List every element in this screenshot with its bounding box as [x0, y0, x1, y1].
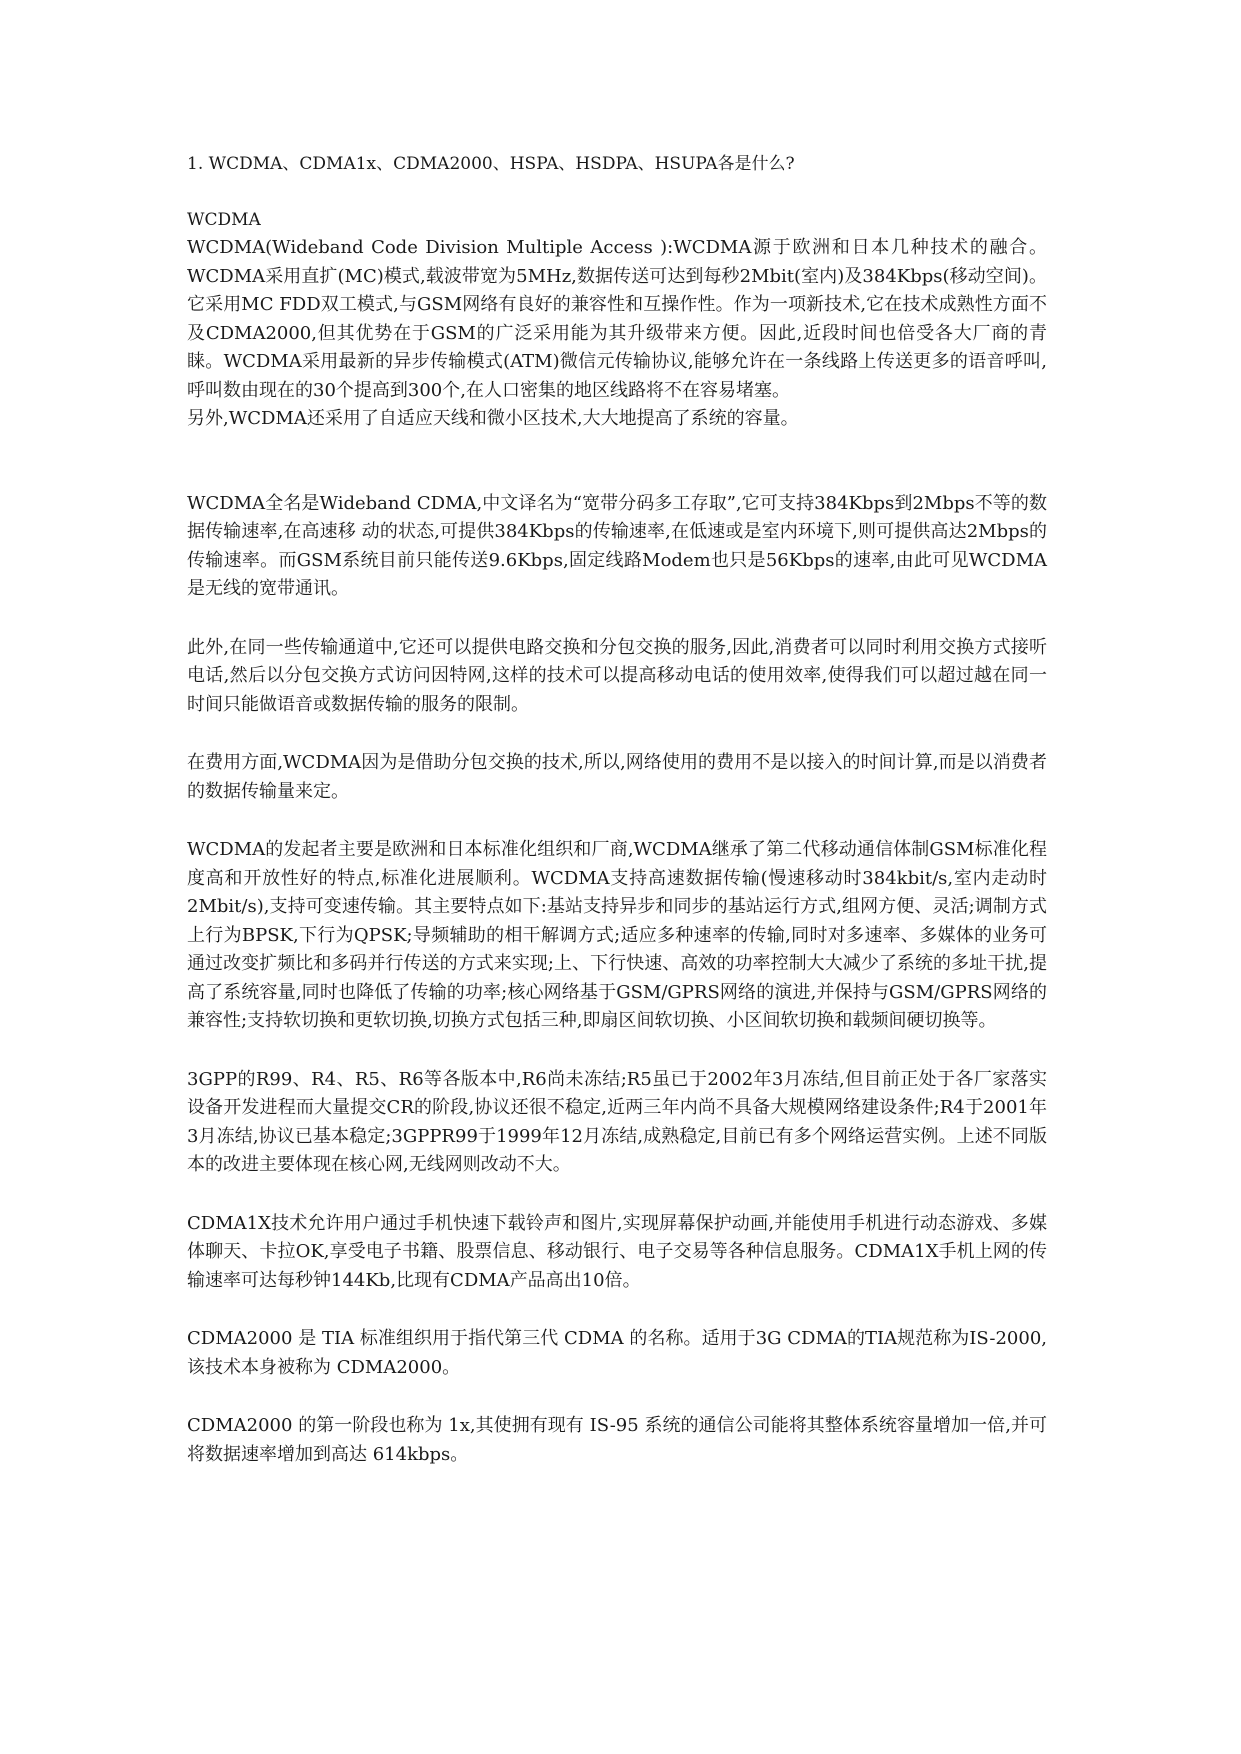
paragraph-wcdma-fullname: WCDMA全名是Wideband CDMA,中文译名为“宽带分码多工存取”,它可支持384Kbps到2Mbps不等的数据传输速率,在高速移 动的状态,可提供384Kbps的传输速率,在低速或是室内环境下,则可提供高达2Mbps的传输速率。而GSM系统目前只能传送9.6Kbps,固定线路Modem也只是56Kbps的速率,由此可见WCDMA是无线的宽带通讯。 [187, 492, 1047, 599]
section-heading: WCDMA [187, 210, 261, 230]
paragraph-3gpp-releases: 3GPP的R99、R4、R5、R6等各版本中,R6尚未冻结;R5虽已于2002年3月冻结,但目前正处于各厂家落实设备开发进程而大量提交CR的阶段,协议还很不稳定,近两三年内尚不具备大规模网络建设条件;R4于2001年3月冻结,协议已基本稳定;3GPPR99于1999年12月冻结,成熟稳定,目前已有多个网络运营实例。上述不同版本的改进主要体现在核心网,无线网则改动不大。 [187, 1068, 1047, 1175]
paragraph-cdma1x: CDMA1X技术允许用户通过手机快速下载铃声和图片,实现屏幕保护动画,并能使用手机进行动态游戏、多媒体聊天、卡拉OK,享受电子书籍、股票信息、移动银行、电子交易等各种信息服务。CDMA1X手机上网的传输速率可达每秒钟144Kb,比现有CDMA产品高出10倍。 [187, 1212, 1047, 1291]
paragraph-wcdma-intro: WCDMA(Wideband Code Division Multiple Access ):WCDMA源于欧洲和日本几种技术的融合。WCDMA采用直扩(MC)模式,载波带宽为5MHz,数据传送可达到每秒2Mbit(室内)及384Kbps(移动空间)。它采用MC FDD双工模式,与GSM网络有良好的兼容性和互操作性。作为一项新技术,它在技术成熟性方面不及CDMA2000,但其优势在于GSM的广泛采用能为其升级带来方便。因此,近段时间也倍受各大厂商的青睐。WCDMA采用最新的异步传输模式(ATM)微信元传输协议,能够允许在一条线路上传送更多的语音呼叫,呼叫数由现在的30个提高到300个,在人口密集的地区线路将不在容易堵塞。 [187, 237, 1047, 401]
paragraph-switching: 此外,在同一些传输通道中,它还可以提供电路交换和分包交换的服务,因此,消费者可以同时利用交换方式接听电话,然后以分包交换方式访问因特网,这样的技术可以提高移动电话的使用效率,使得我们可以超过越在同一时间只能做语音或数据传输的服务的限制。 [187, 636, 1047, 715]
document-page [187, 150, 1047, 1469]
paragraph-wcdma-capacity: 另外,WCDMA还采用了自适应天线和微小区技术,大大地提高了系统的容量。 [187, 408, 799, 429]
paragraph-cost: 在费用方面,WCDMA因为是借助分包交换的技术,所以,网络使用的费用不是以接入的时间计算,而是以消费者的数据传输量来定。 [187, 752, 1047, 802]
question-title: 1. WCDMA、CDMA1x、CDMA2000、HSPA、HSDPA、HSUPA各是什么? [187, 154, 795, 174]
paragraph-wcdma-features: WCDMA的发起者主要是欧洲和日本标准化组织和厂商,WCDMA继承了第二代移动通信体制GSM标准化程度高和开放性好的特点,标准化进展顺利。WCDMA支持高速数据传输(慢速移动时384kbit/s,室内走动时2Mbit/s),支持可变速传输。其主要特点如下:基站支持异步和同步的基站运行方式,组网方便、灵活;调制方式上行为BPSK,下行为QPSK;导频辅助的相干解调方式;适应多种速率的传输,同时对多速率、多媒体的业务可通过改变扩频比和多码并行传送的方式来实现;上、下行快速、高效的功率控制大大减少了系统的多址干扰,提高了系统容量,同时也降低了传输的功率;核心网络基于GSM/GPRS网络的演进,并保持与GSM/GPRS网络的兼容性;支持软切换和更软切换,切换方式包括三种,即扇区间软切换、小区间软切换和载频间硬切换等。 [187, 839, 1047, 1031]
paragraph-cdma2000-definition: CDMA2000 是 TIA 标准组织用于指代第三代 CDMA 的名称。适用于3G CDMA的TIA规范称为IS-2000,该技术本身被称为 CDMA2000。 [187, 1328, 1047, 1378]
paragraph-cdma2000-phase1: CDMA2000 的第一阶段也称为 1x,其使拥有现有 IS-95 系统的通信公司能将其整体系统容量增加一倍,并可将数据速率增加到高达 614kbps。 [187, 1415, 1047, 1465]
